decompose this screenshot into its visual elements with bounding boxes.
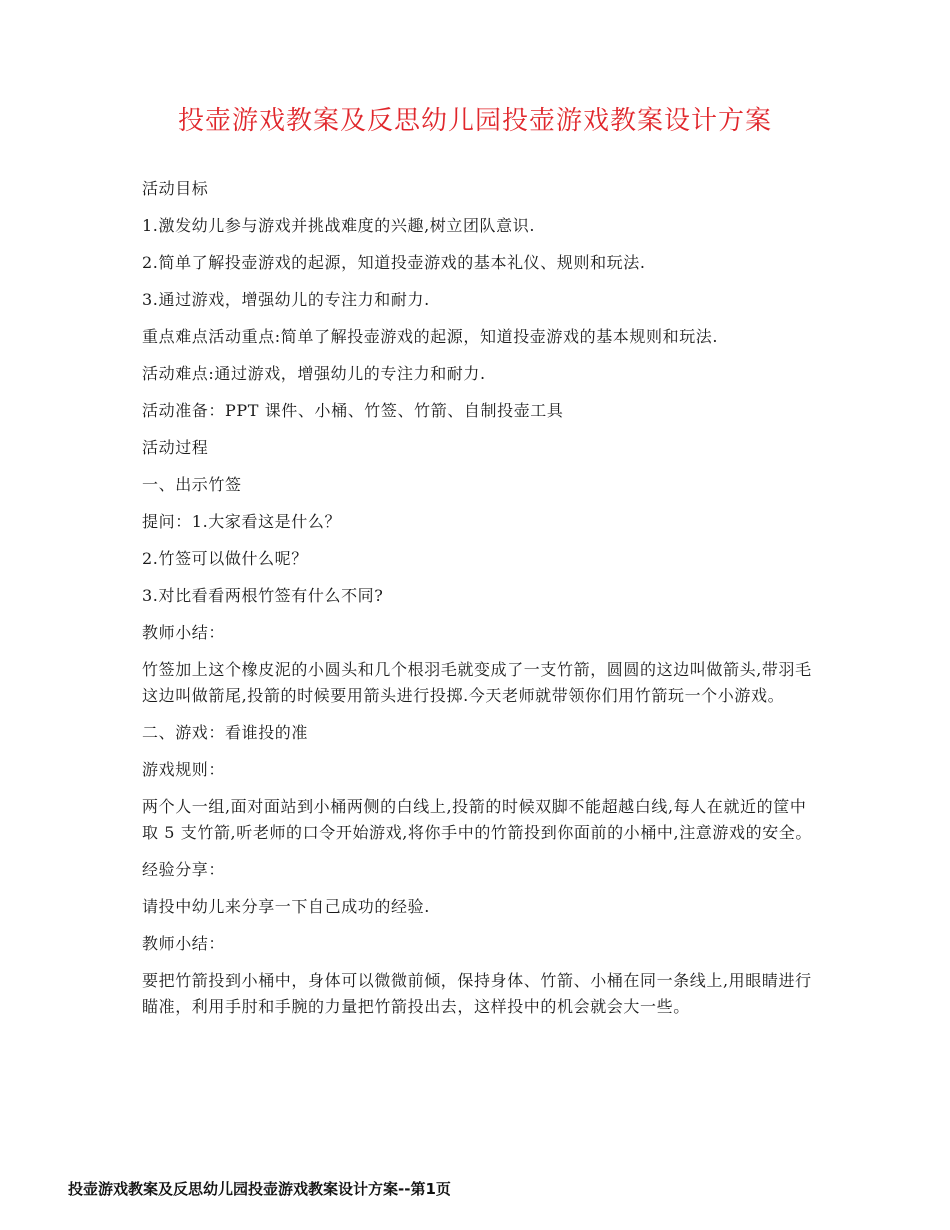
paragraph: 重点难点活动重点:简单了解投壶游戏的起源，知道投壶游戏的基本规则和玩法. — [142, 327, 719, 346]
paragraph: 活动目标 — [142, 179, 209, 198]
paragraph: 教师小结： — [142, 934, 226, 953]
paragraph: 2.竹签可以做什么呢？ — [142, 549, 308, 568]
paragraph: 1.激发幼儿参与游戏并挑战难度的兴趣,树立团队意识. — [142, 216, 536, 235]
paragraph: 请投中幼儿来分享一下自己成功的经验. — [142, 897, 430, 916]
document-body — [142, 176, 814, 1020]
paragraph: 经验分享： — [142, 860, 226, 879]
section-heading: 二、游戏：看谁投的准 — [142, 723, 309, 742]
paragraph: 游戏规则： — [142, 760, 226, 779]
paragraph: 活动难点:通过游戏，增强幼儿的专注力和耐力. — [142, 364, 486, 383]
section-heading: 活动过程 — [142, 438, 209, 457]
paragraph: 3.对比看看两根竹签有什么不同? — [142, 586, 384, 605]
paragraph: 2.简单了解投壶游戏的起源，知道投壶游戏的基本礼仪、规则和玩法. — [142, 253, 646, 272]
page-footer: 投壶游戏教案及反思幼儿园投壶游戏教案设计方案--第1页 — [68, 1180, 451, 1198]
paragraph: 两个人一组,面对面站到小桶两侧的白线上,投箭的时候双脚不能超越白线,每人在就近的筐中取 5 支竹箭,听老师的口令开始游戏,将你手中的竹箭投到你面前的小桶中,注意游戏的安全。 — [142, 797, 813, 842]
paragraph: 竹签加上这个橡皮泥的小圆头和几个根羽毛就变成了一支竹箭，圆圆的这边叫做箭头,带羽毛这边叫做箭尾,投箭的时候要用箭头进行投掷.今天老师就带领你们用竹箭玩一个小游戏。 — [142, 660, 812, 705]
paragraph: 要把竹箭投到小桶中，身体可以微微前倾，保持身体、竹箭、小桶在同一条线上,用眼睛进行瞄准，利用手肘和手腕的力量把竹箭投出去，这样投中的机会就会大一些。 — [142, 971, 812, 1016]
document-title: 投壶游戏教案及反思幼儿园投壶游戏教案设计方案 — [177, 106, 772, 136]
paragraph: 教师小结： — [142, 623, 226, 642]
paragraph: 3.通过游戏，增强幼儿的专注力和耐力. — [142, 290, 430, 309]
paragraph: 提问：1.大家看这是什么？ — [142, 512, 342, 531]
paragraph: 活动准备：PPT 课件、小桶、竹签、竹箭、自制投壶工具 — [142, 401, 564, 420]
section-heading: 一、出示竹签 — [142, 475, 242, 494]
